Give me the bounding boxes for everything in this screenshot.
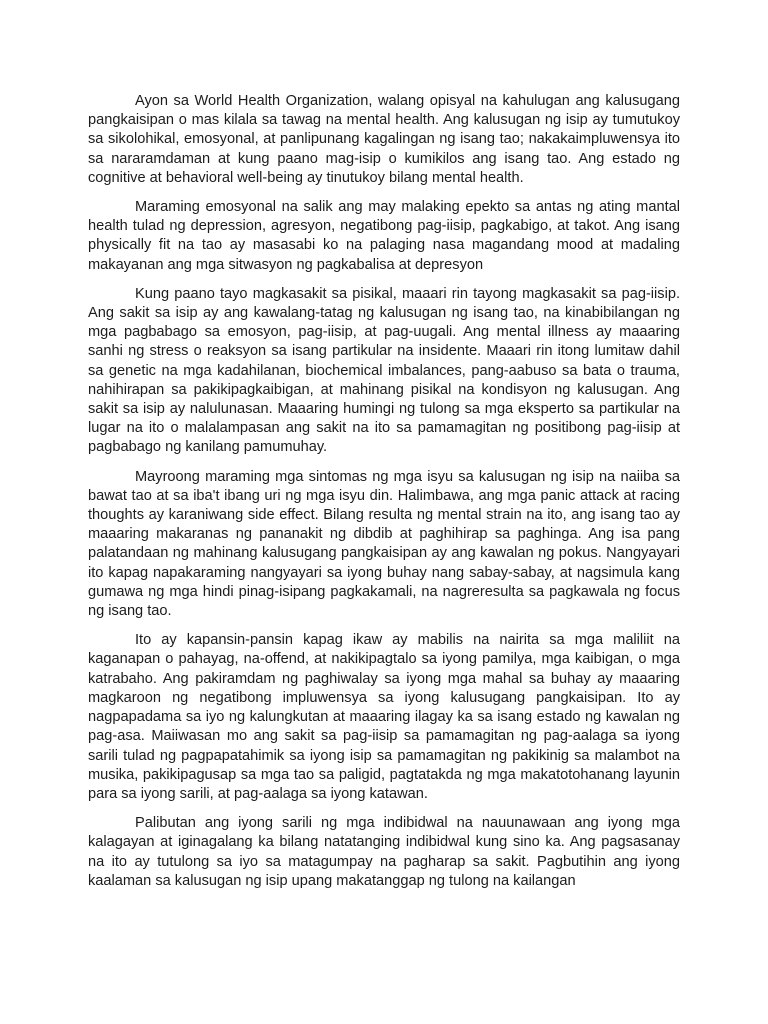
paragraph-2: Maraming emosyonal na salik ang may malaking epekto sa antas ng ating mantal health tulad ng depression, agresyon, negatibong pag-iisip, pagkabigo, at takot. Ang isang physically fit na tao ay masasabi ko na palaging nasa magandang mood at madaling makayanan ang mga sitwasyon ng pagkabalisa at depresyon	[88, 199, 680, 273]
paragraph-1: Ayon sa World Health Organization, walang opisyal na kahulugan ang kalusugang pangkaisipan o mas kilala sa tawag na mental health. Ang kalusugan ng isip ay tumutukoy sa sikolohikal, emosyonal, at panlipunang kagalingan ng isang tao; nakakaimpluwensya ito sa nararamdaman at kung paano mag-isip o kumikilos ang isang tao. Ang estado ng cognitive at behavioral well-being ay tinutukoy bilang mental health.	[88, 93, 680, 186]
paragraph-5: Ito ay kapansin-pansin kapag ikaw ay mabilis na nairita sa mga maliliit na kaganapan o pahayag, na-offend, at nakikipagtalo sa iyong pamilya, mga kaibigan, o mga katrabaho. Ang pakiramdam ng paghiwalay sa iyong mga mahal sa buhay ay maaaring magkaroon ng negatibong impluwensya sa iyong kalusugang pangkaisipan. Ito ay nagpapadama sa iyo ng kalungkutan at maaaring ilagay ka sa isang estado ng kawalan ng pag-asa. Maiiwasan mo ang sakit sa pag-iisip sa pamamagitan ng pag-aalaga sa iyong sarili tulad ng pagpapatahimik sa iyong isip sa pamamagitan ng pakikinig sa malambot na musika, pakikipagusap sa mga tao sa paligid, pagtatakda ng mga makatotohanang layunin para sa iyong sarili, at pag-aalaga sa iyong katawan.	[88, 632, 680, 802]
paragraph-3: Kung paano tayo magkasakit sa pisikal, maaari rin tayong magkasakit sa pag-iisip. Ang sakit sa isip ay ang kawalang-tatag ng kalusugan ng isang tao, na kinabibilangan ng mga pagbabago sa emosyon, pag-iisip, at pag-uugali. Ang mental illness ay maaaring sanhi ng stress o reaksyon sa isang partikular na insidente. Maaari rin itong lumitaw dahil sa genetic na mga kadahilanan, biochemical imbalances, pang-aabuso sa bata o trauma, nahihirapan sa pakikipagkaibigan, at mahinang pisikal na kondisyon ng kalusugan. Ang sakit sa isip ay nalulunasan. Maaaring humingi ng tulong sa mga eksperto sa partikular na lugar na ito o malalampasan ang sakit na ito sa pamamagitan ng positibong pag-iisip at pagbabago ng kanilang pamumuhay.	[88, 285, 680, 456]
paragraph-6: Palibutan ang iyong sarili ng mga indibidwal na nauunawaan ang iyong mga kalagayan at iginagalang ka bilang natatanging indibidwal kung sino ka. Ang pagsasanay na ito ay tutulong sa iyo sa matagumpay na pagharap sa sakit. Pagbutihin ang iyong kaalaman sa kalusugan ng isip upang makatanggap ng tulong na kailangan	[88, 815, 680, 889]
paragraph-4: Mayroong maraming mga sintomas ng mga isyu sa kalusugan ng isip na naiiba sa bawat tao at sa iba't ibang uri ng mga isyu din. Halimbawa, ang mga panic attack at racing thoughts ay karaniwang side effect. Bilang resulta ng mental strain na ito, ang isang tao ay maaaring makaranas ng pananakit ng dibdib at paghihirap sa paghinga. Ang isa pang palatandaan ng mahinang kalusugang pangkaisipan ay ang kawalan ng pokus. Nangyayari ito kapag napakaraming nangyayari sa iyong buhay nang sabay-sabay, at nagsimula kang gumawa ng mga hindi pinag-isipang pagkakamali, na nagreresulta sa pagkawala ng focus ng isang tao.	[88, 468, 680, 620]
